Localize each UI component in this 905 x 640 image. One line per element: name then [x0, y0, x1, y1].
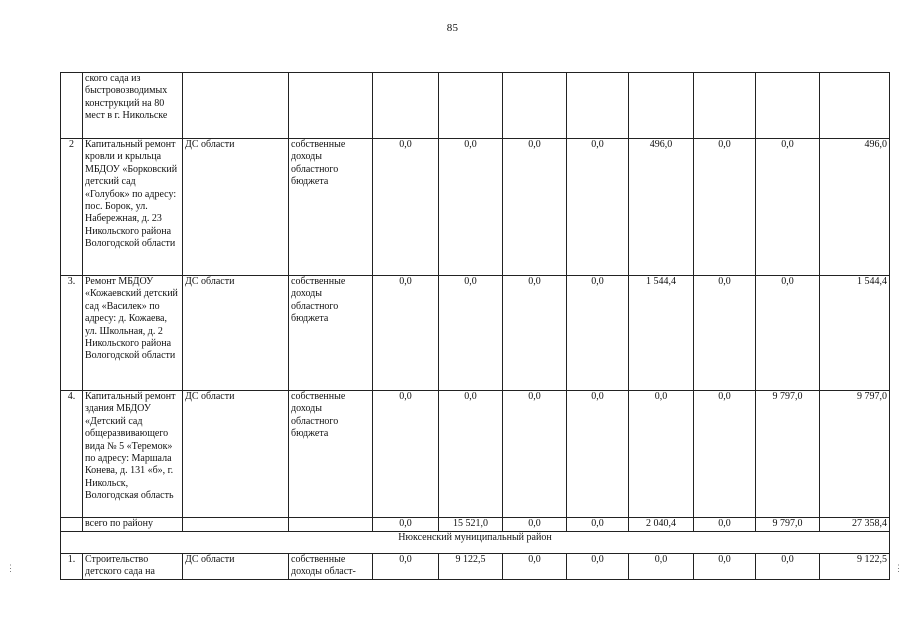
value-cell	[629, 73, 694, 139]
value-cell: 0,0	[503, 391, 567, 518]
funding-source: собственные доходы област-	[289, 554, 373, 580]
object-description: Капитальный ремонт здания МБДОУ «Детский сад общеразвивающего вида № 5 «Теремок» по адресу: Маршала Конева, д. 131 «б», г. Никольск, Вологодская область	[83, 391, 183, 518]
row-index: 4.	[61, 391, 83, 518]
value-cell: 0,0	[503, 518, 567, 532]
value-cell: 0,0	[503, 139, 567, 276]
value-cell: 9 797,0	[756, 391, 820, 518]
object-description: Капитальный ремонт кровли и крыльца МБДОУ «Борковский детский сад «Голубок» по адресу: пос. Борок, ул. Набережная, д. 23 Никольского района Вологодской области	[83, 139, 183, 276]
district-total-row	[61, 518, 890, 532]
owner-cell: ДС области	[183, 276, 289, 391]
total-cell: 9 797,0	[820, 391, 890, 518]
value-cell: 0,0	[756, 554, 820, 580]
table-row	[61, 391, 890, 518]
value-cell: 0,0	[567, 518, 629, 532]
value-cell: 0,0	[439, 139, 503, 276]
value-cell: 0,0	[567, 139, 629, 276]
total-cell: 1 544,4	[820, 276, 890, 391]
total-cell: 27 358,4	[820, 518, 890, 532]
value-cell: 0,0	[756, 139, 820, 276]
table-row	[61, 73, 890, 139]
object-description: Строительство детского сада на	[83, 554, 183, 580]
funding-source	[289, 518, 373, 532]
value-cell	[694, 73, 756, 139]
value-cell: 0,0	[439, 276, 503, 391]
scan-edge-mark-left: ⋮	[6, 564, 15, 574]
value-cell: 0,0	[694, 276, 756, 391]
page-number: 85	[446, 22, 459, 34]
budget-table	[60, 72, 890, 580]
total-cell: 9 122,5	[820, 554, 890, 580]
value-cell: 0,0	[567, 554, 629, 580]
total-cell: 496,0	[820, 139, 890, 276]
table-row	[61, 139, 890, 276]
funding-source: собственные доходы областного бюджета	[289, 391, 373, 518]
value-cell: 0,0	[503, 554, 567, 580]
value-cell: 0,0	[373, 139, 439, 276]
value-cell: 0,0	[439, 391, 503, 518]
value-cell: 496,0	[629, 139, 694, 276]
value-cell: 15 521,0	[439, 518, 503, 532]
value-cell: 0,0	[373, 554, 439, 580]
row-index: 2	[61, 139, 83, 276]
funding-source	[289, 73, 373, 139]
total-cell	[820, 73, 890, 139]
owner-cell: ДС области	[183, 139, 289, 276]
owner-cell: ДС области	[183, 554, 289, 580]
owner-cell	[183, 73, 289, 139]
value-cell: 0,0	[629, 554, 694, 580]
value-cell	[439, 73, 503, 139]
funding-source: собственные доходы областного бюджета	[289, 139, 373, 276]
value-cell: 0,0	[567, 276, 629, 391]
value-cell: 9 797,0	[756, 518, 820, 532]
table-row	[61, 276, 890, 391]
row-index: 1.	[61, 554, 83, 580]
object-description: ского сада из быстровозводимых конструкций на 80 мест в г. Никольске	[83, 73, 183, 139]
value-cell: 1 544,4	[629, 276, 694, 391]
value-cell: 0,0	[694, 139, 756, 276]
value-cell: 0,0	[373, 276, 439, 391]
value-cell: 0,0	[756, 276, 820, 391]
value-cell: 0,0	[694, 391, 756, 518]
section-header-row	[61, 532, 890, 554]
value-cell	[756, 73, 820, 139]
section-title: Нюксенский муниципальный район	[61, 532, 890, 554]
value-cell: 0,0	[694, 518, 756, 532]
row-index	[61, 518, 83, 532]
value-cell: 9 122,5	[439, 554, 503, 580]
value-cell	[373, 73, 439, 139]
funding-source: собственные доходы областного бюджета	[289, 276, 373, 391]
value-cell: 0,0	[629, 391, 694, 518]
total-label: всего по району	[83, 518, 183, 532]
row-index: 3.	[61, 276, 83, 391]
owner-cell	[183, 518, 289, 532]
value-cell: 2 040,4	[629, 518, 694, 532]
table-row	[61, 554, 890, 580]
value-cell	[503, 73, 567, 139]
value-cell: 0,0	[373, 391, 439, 518]
value-cell: 0,0	[567, 391, 629, 518]
row-index	[61, 73, 83, 139]
value-cell: 0,0	[694, 554, 756, 580]
value-cell: 0,0	[503, 276, 567, 391]
scan-edge-mark-right: ⋮	[894, 564, 903, 574]
value-cell: 0,0	[373, 518, 439, 532]
object-description: Ремонт МБДОУ «Кожаевский детский сад «Василек» по адресу: д. Кожаева, ул. Школьная, д. 2 Никольского района Вологодской области	[83, 276, 183, 391]
value-cell	[567, 73, 629, 139]
owner-cell: ДС области	[183, 391, 289, 518]
